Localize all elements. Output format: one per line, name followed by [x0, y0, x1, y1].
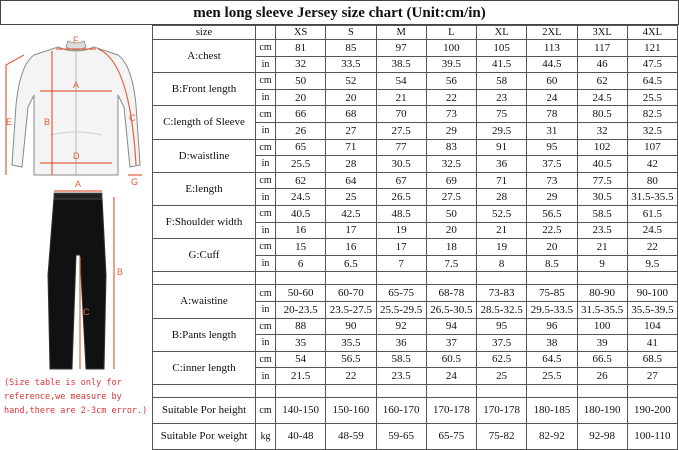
value-cell: 35 [276, 335, 326, 352]
table-row [153, 106, 678, 123]
measurement-label: B:Front length [153, 73, 256, 106]
value-cell: 40.5 [577, 156, 627, 173]
value-cell: 105 [477, 40, 527, 57]
value-cell: 52.5 [477, 205, 527, 222]
value-cell: 31.5-35.5 [627, 189, 677, 206]
size-header-xs: XS [276, 26, 326, 40]
value-cell: 150-160 [326, 397, 376, 423]
value-cell: 27.5 [426, 189, 476, 206]
spacer-cell [527, 272, 577, 285]
value-cell: 41.5 [477, 56, 527, 73]
unit-cell: in [256, 222, 276, 239]
figure-letter-pants-b: B [117, 267, 124, 277]
value-cell: 17 [326, 222, 376, 239]
value-cell: 75-82 [477, 423, 527, 449]
value-cell: 180-185 [527, 397, 577, 423]
value-cell: 40-48 [276, 423, 326, 449]
value-cell: 25 [477, 368, 527, 385]
value-cell: 29.5-33.5 [527, 301, 577, 318]
value-cell: 25.5 [276, 156, 326, 173]
unit-cell: in [256, 301, 276, 318]
value-cell: 25.5 [627, 89, 677, 106]
chart-title: men long sleeve Jersey size chart (Unit:cm/in) [0, 0, 679, 25]
value-cell: 22 [426, 89, 476, 106]
value-cell: 92 [376, 318, 426, 335]
measurement-label: C:length of Sleeve [153, 106, 256, 139]
value-cell: 20 [426, 222, 476, 239]
value-cell: 95 [477, 318, 527, 335]
spacer-cell [376, 384, 426, 397]
table-row [153, 397, 678, 423]
suitable-label: Suitable Por height [153, 397, 256, 423]
table-row [153, 285, 678, 302]
value-cell: 16 [276, 222, 326, 239]
value-cell: 27 [326, 122, 376, 139]
size-header-label: size [153, 26, 256, 40]
size-header-m: M [376, 26, 426, 40]
unit-cell: in [256, 368, 276, 385]
value-cell: 17 [376, 239, 426, 256]
value-cell: 48-59 [326, 423, 376, 449]
value-cell: 9.5 [627, 255, 677, 272]
unit-cell: in [256, 255, 276, 272]
value-cell: 75 [477, 106, 527, 123]
value-cell: 66.5 [577, 351, 627, 368]
value-cell: 24.5 [276, 189, 326, 206]
value-cell: 23 [477, 89, 527, 106]
value-cell: 77 [376, 139, 426, 156]
unit-cell: in [256, 156, 276, 173]
value-cell: 32.5 [426, 156, 476, 173]
table-row [153, 239, 678, 256]
figure-letter-e: E [6, 117, 13, 127]
value-cell: 26.5-30.5 [426, 301, 476, 318]
value-cell: 62 [577, 73, 627, 90]
value-cell: 19 [376, 222, 426, 239]
value-cell: 26 [577, 368, 627, 385]
value-cell: 32 [577, 122, 627, 139]
value-cell: 38.5 [376, 56, 426, 73]
spacer-cell [326, 384, 376, 397]
value-cell: 50 [276, 73, 326, 90]
value-cell: 50 [426, 205, 476, 222]
value-cell: 31.5-35.5 [577, 301, 627, 318]
value-cell: 28 [477, 189, 527, 206]
value-cell: 20 [276, 89, 326, 106]
value-cell: 32.5 [627, 122, 677, 139]
value-cell: 54 [276, 351, 326, 368]
value-cell: 71 [477, 172, 527, 189]
suitable-label: Suitable Por weight [153, 423, 256, 449]
value-cell: 92-98 [577, 423, 627, 449]
table-row [153, 318, 678, 335]
unit-cell: cm [256, 205, 276, 222]
unit-cell: cm [256, 106, 276, 123]
value-cell: 65-75 [376, 285, 426, 302]
spacer-row [153, 384, 678, 397]
value-cell: 38 [527, 335, 577, 352]
table-row [153, 40, 678, 57]
value-cell: 94 [426, 318, 476, 335]
figure-letter-pants-a: A [75, 179, 82, 189]
measurement-label: E:length [153, 172, 256, 205]
value-cell: 37.5 [527, 156, 577, 173]
value-cell: 58 [477, 73, 527, 90]
table-row [153, 423, 678, 449]
figure-letter-f: F [73, 35, 79, 45]
value-cell: 28.5-32.5 [477, 301, 527, 318]
value-cell: 37 [426, 335, 476, 352]
value-cell: 23.5 [376, 368, 426, 385]
value-cell: 180-190 [577, 397, 627, 423]
value-cell: 70 [376, 106, 426, 123]
value-cell: 36 [477, 156, 527, 173]
spacer-cell [276, 272, 326, 285]
value-cell: 66 [276, 106, 326, 123]
value-cell: 91 [477, 139, 527, 156]
value-cell: 100 [577, 318, 627, 335]
size-header-xl: XL [477, 26, 527, 40]
figure-letter-d: D [73, 151, 80, 161]
measurement-label: B:Pants length [153, 318, 256, 351]
value-cell: 60-70 [326, 285, 376, 302]
size-disclaimer-note: (Size table is only for reference,we measure by hand,there are 2-3cm error.) [4, 378, 148, 416]
measurement-label: F:Shoulder width [153, 205, 256, 238]
value-cell: 77.5 [577, 172, 627, 189]
value-cell: 8 [477, 255, 527, 272]
value-cell: 64 [326, 172, 376, 189]
value-cell: 54 [376, 73, 426, 90]
value-cell: 90-100 [627, 285, 677, 302]
value-cell: 95 [527, 139, 577, 156]
value-cell: 62.5 [477, 351, 527, 368]
value-cell: 23.5-27.5 [326, 301, 376, 318]
value-cell: 7.5 [426, 255, 476, 272]
value-cell: 20 [527, 239, 577, 256]
unit-cell: cm [256, 40, 276, 57]
value-cell: 56.5 [527, 205, 577, 222]
value-cell: 58.5 [376, 351, 426, 368]
value-cell: 39 [577, 335, 627, 352]
value-cell: 21 [577, 239, 627, 256]
size-chart-table [152, 25, 678, 450]
pants-drawing [48, 193, 106, 369]
size-header-l: L [426, 26, 476, 40]
value-cell: 80.5 [577, 106, 627, 123]
unit-cell: cm [256, 397, 276, 423]
value-cell: 90 [326, 318, 376, 335]
value-cell: 60 [527, 73, 577, 90]
value-cell: 62 [276, 172, 326, 189]
value-cell: 59-65 [376, 423, 426, 449]
value-cell: 48.5 [376, 205, 426, 222]
value-cell: 68.5 [627, 351, 677, 368]
spacer-cell [153, 384, 256, 397]
value-cell: 56.5 [326, 351, 376, 368]
value-cell: 30.5 [376, 156, 426, 173]
value-cell: 22 [627, 239, 677, 256]
value-cell: 68-78 [426, 285, 476, 302]
value-cell: 68 [326, 106, 376, 123]
spacer-cell [153, 272, 256, 285]
size-header-4xl: 4XL [627, 26, 677, 40]
value-cell: 25.5 [527, 368, 577, 385]
value-cell: 160-170 [376, 397, 426, 423]
value-cell: 44.5 [527, 56, 577, 73]
value-cell: 22 [326, 368, 376, 385]
spacer-cell [376, 272, 426, 285]
value-cell: 26.5 [376, 189, 426, 206]
spacer-cell [276, 384, 326, 397]
spacer-cell [426, 272, 476, 285]
value-cell: 69 [426, 172, 476, 189]
measurement-label: D:waistline [153, 139, 256, 172]
table-row [153, 351, 678, 368]
value-cell: 18 [426, 239, 476, 256]
value-cell: 58.5 [577, 205, 627, 222]
value-cell: 78 [527, 106, 577, 123]
value-cell: 22.5 [527, 222, 577, 239]
value-cell: 96 [527, 318, 577, 335]
measurement-label: C:inner length [153, 351, 256, 384]
value-cell: 170-178 [477, 397, 527, 423]
value-cell: 46 [577, 56, 627, 73]
value-cell: 42.5 [326, 205, 376, 222]
value-cell: 20 [326, 89, 376, 106]
value-cell: 71 [326, 139, 376, 156]
value-cell: 97 [376, 40, 426, 57]
figure-letter-a: A [73, 80, 80, 90]
value-cell: 6 [276, 255, 326, 272]
figure-letter-b: B [44, 117, 51, 127]
value-cell: 104 [627, 318, 677, 335]
size-header-s: S [326, 26, 376, 40]
value-cell: 50-60 [276, 285, 326, 302]
jersey-pants-illustration [0, 25, 152, 375]
table-row [153, 172, 678, 189]
unit-cell: cm [256, 172, 276, 189]
value-cell: 83 [426, 139, 476, 156]
value-cell: 9 [577, 255, 627, 272]
value-cell: 67 [376, 172, 426, 189]
value-cell: 35.5-39.5 [627, 301, 677, 318]
value-cell: 27 [627, 368, 677, 385]
spacer-cell [256, 272, 276, 285]
value-cell: 30.5 [577, 189, 627, 206]
value-cell: 82.5 [627, 106, 677, 123]
value-cell: 28 [326, 156, 376, 173]
table-row [153, 205, 678, 222]
value-cell: 26 [276, 122, 326, 139]
value-cell: 32 [276, 56, 326, 73]
value-cell: 21.5 [276, 368, 326, 385]
value-cell: 27.5 [376, 122, 426, 139]
unit-cell: cm [256, 73, 276, 90]
value-cell: 8.5 [527, 255, 577, 272]
spacer-cell [527, 384, 577, 397]
value-cell: 24.5 [627, 222, 677, 239]
spacer-cell [256, 384, 276, 397]
value-cell: 31 [527, 122, 577, 139]
value-cell: 24 [426, 368, 476, 385]
unit-cell: in [256, 335, 276, 352]
spacer-cell [627, 272, 677, 285]
value-cell: 80 [627, 172, 677, 189]
measurement-label: A:chest [153, 40, 256, 73]
unit-cell: in [256, 122, 276, 139]
spacer-cell [477, 384, 527, 397]
value-cell: 36 [376, 335, 426, 352]
value-cell: 47.5 [627, 56, 677, 73]
value-cell: 82-92 [527, 423, 577, 449]
value-cell: 25 [326, 189, 376, 206]
spacer-cell [326, 272, 376, 285]
spacer-cell [477, 272, 527, 285]
unit-header [256, 26, 276, 40]
value-cell: 39.5 [426, 56, 476, 73]
value-cell: 24 [527, 89, 577, 106]
value-cell: 16 [326, 239, 376, 256]
unit-cell: in [256, 89, 276, 106]
value-cell: 121 [627, 40, 677, 57]
unit-cell: kg [256, 423, 276, 449]
value-cell: 73 [527, 172, 577, 189]
value-cell: 40.5 [276, 205, 326, 222]
measurement-label: A:waistine [153, 285, 256, 318]
value-cell: 37.5 [477, 335, 527, 352]
value-cell: 117 [577, 40, 627, 57]
garment-diagram [0, 25, 152, 437]
value-cell: 15 [276, 239, 326, 256]
value-cell: 100 [426, 40, 476, 57]
value-cell: 24.5 [577, 89, 627, 106]
value-cell: 73-83 [477, 285, 527, 302]
value-cell: 20-23.5 [276, 301, 326, 318]
value-cell: 6.5 [326, 255, 376, 272]
value-cell: 33.5 [326, 56, 376, 73]
spacer-cell [426, 384, 476, 397]
value-cell: 65 [276, 139, 326, 156]
value-cell: 23.5 [577, 222, 627, 239]
unit-cell: cm [256, 318, 276, 335]
spacer-cell [627, 384, 677, 397]
size-header-row [153, 26, 678, 40]
value-cell: 170-178 [426, 397, 476, 423]
unit-cell: in [256, 56, 276, 73]
value-cell: 113 [527, 40, 577, 57]
value-cell: 29 [527, 189, 577, 206]
value-cell: 25.5-29.5 [376, 301, 426, 318]
value-cell: 64.5 [527, 351, 577, 368]
value-cell: 7 [376, 255, 426, 272]
value-cell: 52 [326, 73, 376, 90]
value-cell: 21 [376, 89, 426, 106]
value-cell: 102 [577, 139, 627, 156]
value-cell: 61.5 [627, 205, 677, 222]
value-cell: 88 [276, 318, 326, 335]
value-cell: 42 [627, 156, 677, 173]
unit-cell: cm [256, 351, 276, 368]
value-cell: 41 [627, 335, 677, 352]
value-cell: 19 [477, 239, 527, 256]
value-cell: 29.5 [477, 122, 527, 139]
spacer-cell [577, 384, 627, 397]
value-cell: 56 [426, 73, 476, 90]
unit-cell: cm [256, 239, 276, 256]
spacer-cell [577, 272, 627, 285]
value-cell: 85 [326, 40, 376, 57]
value-cell: 80-90 [577, 285, 627, 302]
unit-cell: cm [256, 285, 276, 302]
value-cell: 65-75 [426, 423, 476, 449]
figure-letter-pants-c: C [83, 307, 90, 317]
value-cell: 81 [276, 40, 326, 57]
value-cell: 64.5 [627, 73, 677, 90]
spacer-row [153, 272, 678, 285]
value-cell: 29 [426, 122, 476, 139]
value-cell: 75-85 [527, 285, 577, 302]
size-header-2xl: 2XL [527, 26, 577, 40]
value-cell: 35.5 [326, 335, 376, 352]
value-cell: 190-200 [627, 397, 677, 423]
unit-cell: cm [256, 139, 276, 156]
value-cell: 60.5 [426, 351, 476, 368]
size-header-3xl: 3XL [577, 26, 627, 40]
table-row [153, 73, 678, 90]
value-cell: 100-110 [627, 423, 677, 449]
figure-letter-c: C [129, 113, 136, 123]
table-row [153, 139, 678, 156]
measurement-label: G:Cuff [153, 239, 256, 272]
value-cell: 73 [426, 106, 476, 123]
value-cell: 140-150 [276, 397, 326, 423]
value-cell: 107 [627, 139, 677, 156]
unit-cell: in [256, 189, 276, 206]
value-cell: 21 [477, 222, 527, 239]
figure-letter-g: G [131, 177, 139, 187]
